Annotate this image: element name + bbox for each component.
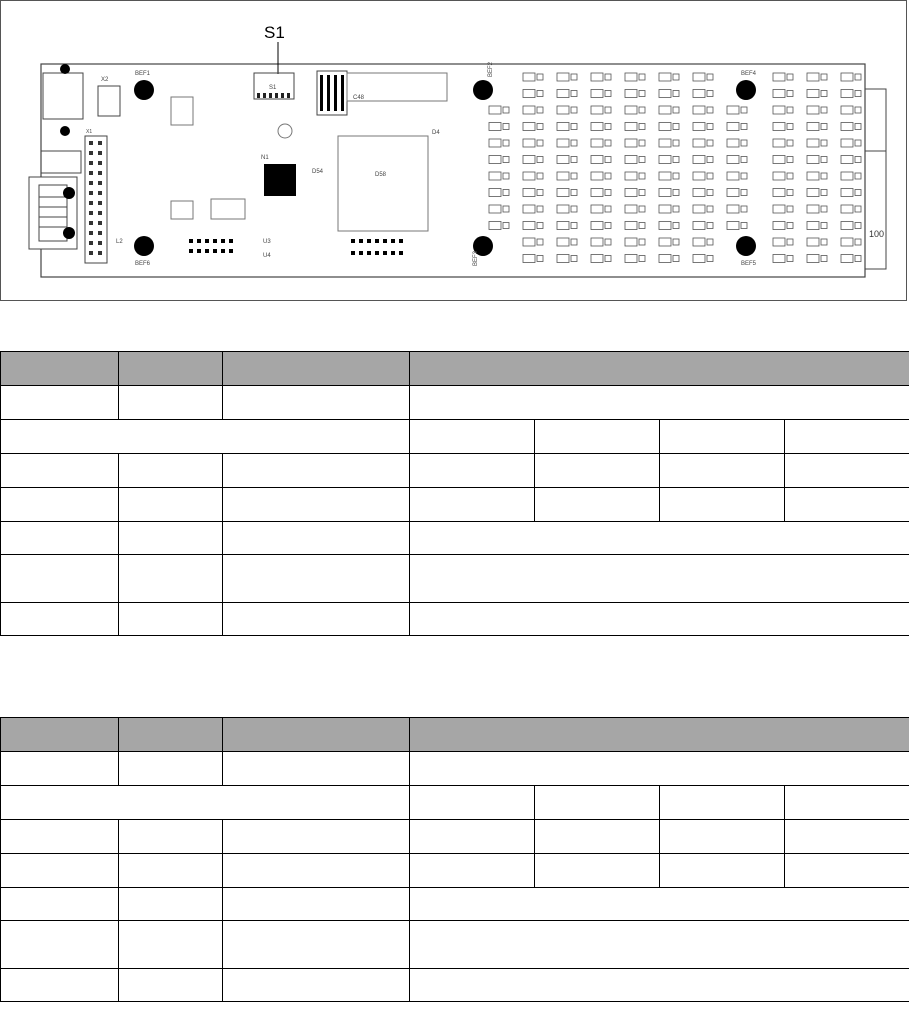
table-cell <box>1 488 119 522</box>
table-row <box>1 854 909 888</box>
table-cell <box>119 603 223 636</box>
table-cell <box>223 454 410 488</box>
table-cell <box>410 786 535 820</box>
table-cell <box>119 386 223 420</box>
svg-text:D58: D58 <box>375 172 387 178</box>
table-cell <box>660 854 785 888</box>
table-cell <box>1 603 119 636</box>
table-cell <box>1 969 119 1002</box>
table-cell <box>223 921 410 969</box>
svg-text:BEF4: BEF4 <box>741 71 757 77</box>
table-cell <box>660 820 785 854</box>
table-cell <box>223 386 410 420</box>
table-cell <box>119 454 223 488</box>
table-cell <box>535 786 660 820</box>
table-cell <box>119 555 223 603</box>
svg-text:U3: U3 <box>263 239 271 245</box>
svg-text:X1: X1 <box>86 129 93 135</box>
header-cell <box>119 352 223 386</box>
svg-text:C48: C48 <box>353 95 365 101</box>
table-cell <box>410 522 909 555</box>
table-row <box>1 386 909 420</box>
table-cell <box>1 888 119 921</box>
table-cell <box>223 969 410 1002</box>
table-cell <box>535 820 660 854</box>
svg-text:D4: D4 <box>432 130 440 136</box>
svg-text:BEF3: BEF3 <box>473 250 479 266</box>
mounting-hole-bef5 <box>736 236 756 256</box>
table-cell <box>410 921 909 969</box>
table-cell <box>785 786 909 820</box>
table-cell <box>223 488 410 522</box>
table-cell <box>119 488 223 522</box>
table-cell <box>410 420 535 454</box>
svg-text:X2: X2 <box>101 77 109 83</box>
table-cell <box>785 454 909 488</box>
mounting-hole-bef1 <box>134 80 154 100</box>
table-row <box>1 488 909 522</box>
table-cell <box>535 488 660 522</box>
svg-text:N1: N1 <box>261 155 269 161</box>
table-cell <box>119 752 223 786</box>
table-cell <box>119 522 223 555</box>
pcb-figure <box>0 0 907 301</box>
table-cell <box>410 488 535 522</box>
mounting-hole-bef6 <box>134 236 154 256</box>
header-cell <box>223 352 410 386</box>
mounting-hole-bef2 <box>473 80 493 100</box>
table-cell <box>1 522 119 555</box>
table-cell <box>410 386 909 420</box>
svg-text:BEF1: BEF1 <box>135 71 151 77</box>
header-cell <box>119 718 223 752</box>
table-cell <box>1 454 119 488</box>
table-cell <box>410 854 535 888</box>
table-cell <box>785 488 909 522</box>
table-cell <box>119 921 223 969</box>
table-cell <box>660 488 785 522</box>
table-cell <box>785 420 909 454</box>
dimension-bracket <box>865 89 886 269</box>
table-cell <box>410 969 909 1002</box>
table-cell <box>660 786 785 820</box>
table-row <box>1 522 909 555</box>
table-row <box>1 888 909 921</box>
table-row <box>1 603 909 636</box>
header-cell <box>1 352 119 386</box>
table-cell <box>410 888 909 921</box>
table-row <box>1 454 909 488</box>
mounting-hole-bef4 <box>736 80 756 100</box>
table-cell <box>410 603 909 636</box>
table-cell <box>1 921 119 969</box>
table-cell <box>1 386 119 420</box>
spec-table-2 <box>0 717 909 1002</box>
svg-text:BEF5: BEF5 <box>741 261 757 267</box>
table-cell <box>410 752 909 786</box>
svg-text:BEF6: BEF6 <box>135 261 151 267</box>
pcb-drawing <box>1 1 908 302</box>
table-cell <box>1 752 119 786</box>
svg-text:U4: U4 <box>263 253 271 259</box>
chip-n1 <box>264 164 296 196</box>
table-cell <box>660 420 785 454</box>
table-row <box>1 786 909 820</box>
table-cell <box>223 888 410 921</box>
table-cell <box>785 820 909 854</box>
header-cell <box>223 718 410 752</box>
table-cell <box>223 854 410 888</box>
table-row <box>1 921 909 969</box>
table-cell <box>535 854 660 888</box>
table-cell <box>410 820 535 854</box>
table-cell <box>223 820 410 854</box>
table-cell <box>223 522 410 555</box>
table-cell <box>1 555 119 603</box>
table-cell <box>410 454 535 488</box>
table-row <box>1 820 909 854</box>
table-header-row <box>1 718 909 752</box>
table-header-row <box>1 352 909 386</box>
svg-text:D54: D54 <box>312 169 324 175</box>
table-cell <box>223 752 410 786</box>
table-row <box>1 555 909 603</box>
table-cell <box>223 603 410 636</box>
table-cell <box>410 555 909 603</box>
svg-text:BEF2: BEF2 <box>488 61 494 77</box>
table-row <box>1 752 909 786</box>
table-cell <box>119 820 223 854</box>
table-cell <box>535 420 660 454</box>
header-cell <box>410 352 909 386</box>
table-cell <box>223 555 410 603</box>
svg-text:S1: S1 <box>269 85 277 91</box>
svg-text:L2: L2 <box>116 239 123 245</box>
header-cell <box>1 718 119 752</box>
table-cell <box>1 786 410 820</box>
table-cell <box>535 454 660 488</box>
table-cell <box>1 420 410 454</box>
table-cell <box>660 454 785 488</box>
table-cell <box>1 854 119 888</box>
table-cell <box>119 969 223 1002</box>
dimension-label: 100 <box>869 229 885 239</box>
s1-callout-label: S1 <box>264 23 285 42</box>
header-cell <box>410 718 909 752</box>
table-row <box>1 969 909 1002</box>
table-cell <box>1 820 119 854</box>
table-cell <box>785 854 909 888</box>
table-cell <box>119 854 223 888</box>
spec-table-1 <box>0 351 909 636</box>
table-cell <box>119 888 223 921</box>
table-row <box>1 420 909 454</box>
